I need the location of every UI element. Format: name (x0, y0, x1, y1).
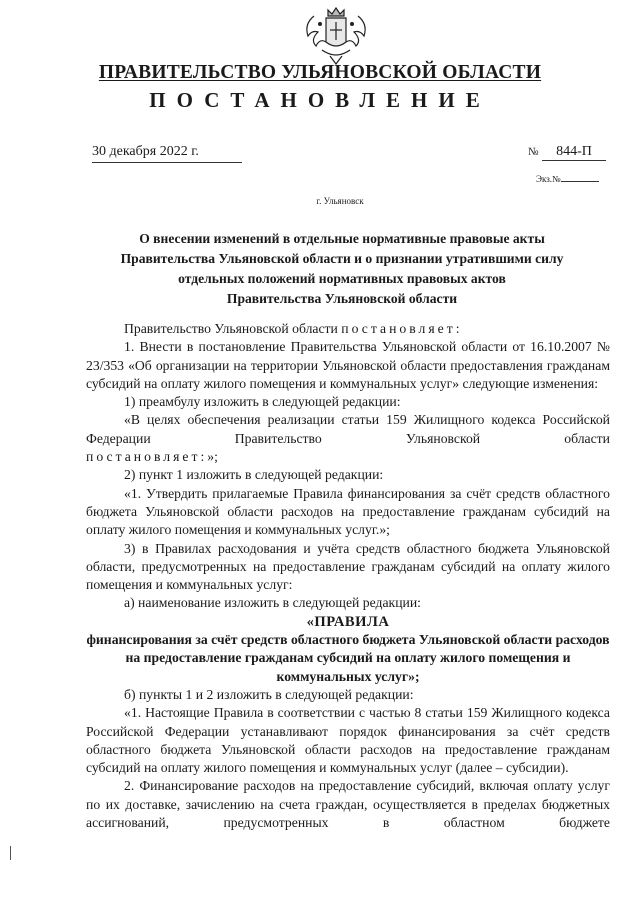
intro-verb: постановляет: (341, 321, 463, 336)
closing-mark: »; (207, 449, 218, 465)
copy-number (536, 174, 599, 184)
document-title (86, 229, 598, 309)
paragraph (86, 448, 610, 466)
title-line: Правительства Ульяновской области и о признании утратившими силу (120, 251, 564, 266)
city: г. Ульяновск (316, 196, 364, 206)
title-line: Правительства Ульяновской области (226, 291, 458, 306)
number-value: 844-П (542, 144, 606, 161)
paragraph: 3) в Правилах расходования и учёта средств областного бюджета Ульяновской области, предусмотренных на предоставление гражданам субсидий на оплату жилого помещения и коммунальных услуг: (86, 540, 610, 593)
copy-label: Экз.№ (536, 174, 561, 184)
copy-blank (561, 181, 599, 182)
document-date: 30 декабря 2022 г. (92, 144, 242, 163)
rules-heading: «ПРАВИЛА (306, 613, 390, 630)
title-line: О внесении изменений в отдельные нормативные правовые акты (139, 231, 545, 246)
rules-subheading: финансирования за счёт средств областного бюджета Ульяновской области расходов на предоставление гражданам субсидий на оплату жилого помещения и коммунальных услуг»; (86, 632, 610, 684)
document-number (528, 144, 606, 161)
margin-mark (10, 846, 11, 860)
verb-text: постановляет: (86, 449, 208, 465)
paragraph: 1) преамбулу изложить в следующей редакции: (124, 394, 401, 410)
paragraph: 2. Финансирование расходов на предоставление субсидий, включая оплату услуг по их доставке, зачислению на счета граждан, осуществляется в пределах бюджетных ассигнований, предусмотренных в областном бюджете (86, 778, 610, 831)
paragraph: а) наименование изложить в следующей редакции: (124, 595, 421, 611)
paragraph: «1. Настоящие Правила в соответствии с частью 8 статьи 159 Жилищного кодекса Российской Федерации устанавливают порядок финансирования за счёт средств областного бюджета Ульяновской области расходов на предоставление гражданам субсидий на оплату жилого помещения и коммунальных услуг (далее – субсидии). (86, 705, 610, 776)
paragraph: 1. Внести в постановление Правительства Ульяновской области от 16.10.2007 № 23/353 «Об организации на территории Ульяновской области предоставления гражданам субсидий на оплату жилого помещения и коммунальных услуг» следующие изменения: (86, 339, 610, 391)
paragraph: 2) пункт 1 изложить в следующей редакции: (124, 467, 384, 483)
paragraph: «В целях обеспечения реализации статьи 159 Жилищного кодекса Российской Федерации Правительство Ульяновской области (86, 412, 610, 446)
document-body (86, 320, 610, 832)
intro-text: Правительство Ульяновской области (124, 321, 342, 336)
coat-of-arms-icon (300, 2, 372, 68)
document-type: ПОСТАНОВЛЕНИЕ (149, 88, 491, 112)
paragraph: б) пункты 1 и 2 изложить в следующей редакции: (124, 686, 414, 702)
government-name: ПРАВИТЕЛЬСТВО УЛЬЯНОВСКОЙ ОБЛАСТИ (98, 62, 542, 83)
intro-paragraph (86, 320, 610, 338)
number-prefix: № (528, 146, 539, 158)
paragraph: «1. Утвердить прилагаемые Правила финансирования за счёт средств областного бюджета Ульяновской области расходов на предоставление гражданам субсидий на оплату жилого помещения и коммунальных услуг.»; (86, 485, 610, 538)
title-line: отдельных положений нормативных правовых актов (178, 271, 506, 286)
